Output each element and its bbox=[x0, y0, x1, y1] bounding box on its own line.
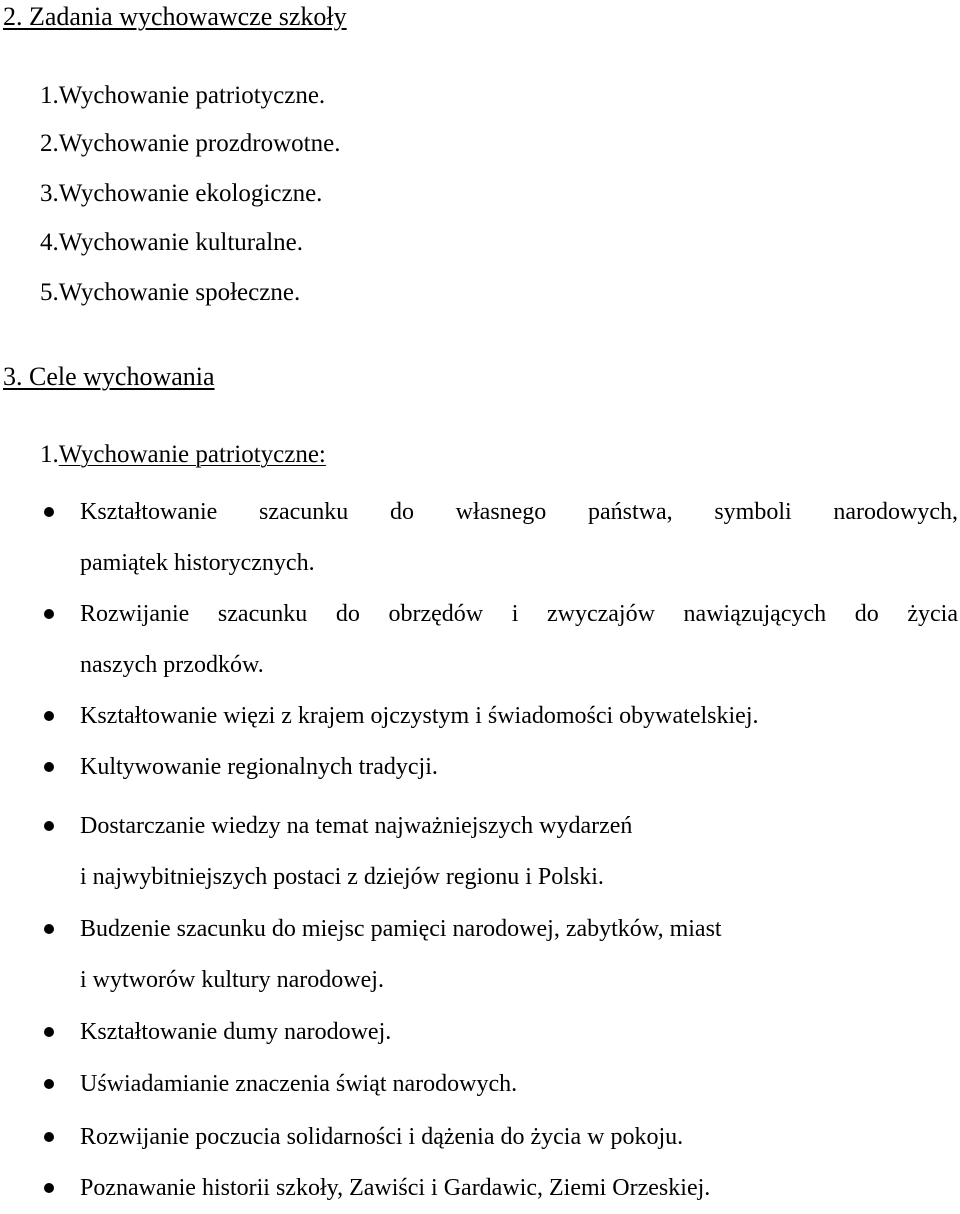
list-item-text: Poznawanie historii szkoły, Zawiści i Gardawic, Ziemi Orzeskiej. bbox=[80, 1175, 711, 1201]
task-item-5: 5.Wychowanie społeczne. bbox=[40, 279, 301, 306]
list-item-text: Budzenie szacunku do miejsc pamięci narodowej, zabytków, miast bbox=[80, 916, 722, 942]
list-item-text: Rozwijanie poczucia solidarności i dążenia do życia w pokoju. bbox=[80, 1124, 684, 1150]
subsection-number: 1. bbox=[40, 441, 59, 468]
list-item-text-continued: pamiątek historycznych. bbox=[80, 550, 315, 576]
list-item-text: Kształtowanie więzi z krajem ojczystym i świadomości obywatelskiej. bbox=[80, 703, 759, 729]
subsection-title: Wychowanie patriotyczne: bbox=[58, 441, 326, 468]
bullet-icon bbox=[44, 821, 54, 831]
bullet-icon bbox=[44, 1183, 54, 1193]
list-item-text: Kształtowanie dumy narodowej. bbox=[80, 1019, 392, 1045]
list-item-text-continued: i wytworów kultury narodowej. bbox=[80, 967, 384, 993]
task-item-4: 4.Wychowanie kulturalne. bbox=[40, 229, 303, 256]
section-3-heading: 3. Cele wychowania bbox=[3, 362, 215, 391]
list-item-text: Uświadamianie znaczenia świąt narodowych. bbox=[80, 1071, 518, 1097]
bullet-icon bbox=[44, 1132, 54, 1142]
list-item-text-continued: naszych przodków. bbox=[80, 652, 264, 678]
task-item-1: 1.Wychowanie patriotyczne. bbox=[40, 82, 326, 109]
list-item-text: Rozwijanie szacunku do obrzędów i zwyczajów nawiązujących do życia bbox=[80, 601, 958, 627]
bullet-icon bbox=[44, 1079, 54, 1089]
task-item-2: 2.Wychowanie prozdrowotne. bbox=[40, 130, 341, 157]
bullet-icon bbox=[44, 609, 54, 619]
list-item-text: Kształtowanie szacunku do własnego państwa, symboli narodowych, bbox=[80, 499, 958, 525]
bullet-icon bbox=[44, 762, 54, 772]
list-item-text: Kultywowanie regionalnych tradycji. bbox=[80, 754, 438, 780]
bullet-icon bbox=[44, 507, 54, 517]
bullet-icon bbox=[44, 711, 54, 721]
task-item-3: 3.Wychowanie ekologiczne. bbox=[40, 180, 323, 207]
list-item-text: Dostarczanie wiedzy na temat najważniejszych wydarzeń bbox=[80, 813, 633, 839]
list-item-text-continued: i najwybitniejszych postaci z dziejów regionu i Polski. bbox=[80, 864, 604, 890]
section-2-heading: 2. Zadania wychowawcze szkoły bbox=[3, 2, 347, 31]
subsection-heading bbox=[40, 441, 326, 469]
bullet-icon bbox=[44, 1027, 54, 1037]
bullet-icon bbox=[44, 924, 54, 934]
